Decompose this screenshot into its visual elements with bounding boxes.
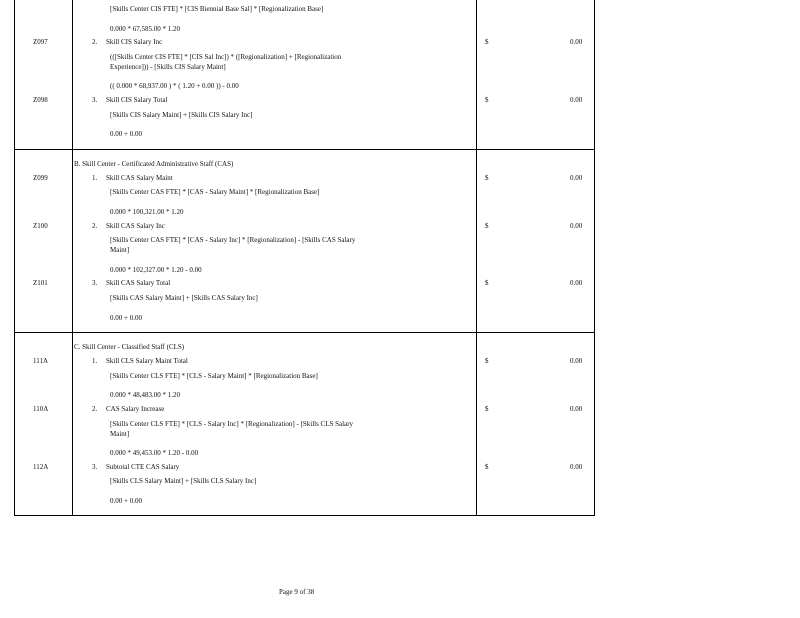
row-number: 3. — [92, 279, 98, 287]
row-number: 2. — [92, 38, 98, 46]
dollar-sign: $ — [485, 405, 489, 413]
values-line: 0.000 * 67,585.00 * 1.20 — [110, 25, 180, 33]
row-amount: 0.00 — [570, 38, 583, 46]
values-line: (( 0.000 * 68,937.00 ) * ( 1.20 + 0.00 )) - 0.00 — [110, 82, 239, 90]
row-code: Z097 — [33, 38, 48, 46]
formula-line: (([Skills Center CIS FTE] * [CIS Sal Inc]) * ([Regionalization] + [Regionalization — [110, 53, 342, 61]
values-line: 0.000 * 48,483.00 * 1.20 — [110, 391, 180, 399]
formula-line: [Skills Center CAS FTE] * [CAS - Salary Inc] * [Regionalization] - [Skills CAS Salary — [110, 236, 356, 244]
row-amount: 0.00 — [570, 279, 583, 287]
table-right-border — [594, 0, 595, 516]
formula-line: [Skills Center CIS FTE] * [CIS Biennial Base Sal] * [Regionalization Base] — [110, 5, 324, 13]
row-amount: 0.00 — [570, 222, 583, 230]
formula-line-cont: Maint] — [110, 246, 130, 254]
row-code: 110A — [33, 405, 49, 413]
row-amount: 0.00 — [570, 174, 583, 182]
dollar-sign: $ — [485, 38, 489, 46]
row-amount: 0.00 — [570, 463, 583, 471]
row-code: Z100 — [33, 222, 48, 230]
column-divider-code — [72, 0, 73, 516]
values-line: 0.000 * 49,453.00 * 1.20 - 0.00 — [110, 449, 199, 457]
row-title: Subtotal CTE CAS Salary — [106, 463, 180, 471]
row-code: Z099 — [33, 174, 48, 182]
formula-line: [Skills CAS Salary Maint] + [Skills CAS Salary Inc] — [110, 294, 258, 302]
row-code: Z101 — [33, 279, 48, 287]
table-left-border — [14, 0, 15, 516]
formula-line: [Skills Center CAS FTE] * [CAS - Salary Maint] * [Regionalization Base] — [110, 188, 320, 196]
formula-line-cont: Maint] — [110, 430, 130, 438]
row-number: 3. — [92, 463, 98, 471]
dollar-sign: $ — [485, 279, 489, 287]
dollar-sign: $ — [485, 357, 489, 365]
dollar-sign: $ — [485, 222, 489, 230]
row-code: 111A — [33, 357, 49, 365]
values-line: 0.00 + 0.00 — [110, 130, 142, 138]
table-bottom-border — [14, 515, 595, 516]
row-title: Skill CAS Salary Total — [106, 279, 171, 287]
row-title: Skill CLS Salary Maint Total — [106, 357, 188, 365]
formula-line: [Skills Center CLS FTE] * [CLS - Salary Maint] * [Regionalization Base] — [110, 372, 318, 380]
values-line: 0.000 * 102,327.00 * 1.20 - 0.00 — [110, 266, 202, 274]
dollar-sign: $ — [485, 96, 489, 104]
dollar-sign: $ — [485, 174, 489, 182]
row-title: Skill CIS Salary Total — [106, 96, 168, 104]
values-line: 0.00 + 0.00 — [110, 497, 142, 505]
row-title: Skill CAS Salary Inc — [106, 222, 165, 230]
dollar-sign: $ — [485, 463, 489, 471]
values-line: 0.000 * 100,321.00 * 1.20 — [110, 208, 184, 216]
formula-line: [Skills CLS Salary Maint] + [Skills CLS Salary Inc] — [110, 477, 257, 485]
row-title: Skill CIS Salary Inc — [106, 38, 163, 46]
row-number: 1. — [92, 174, 98, 182]
row-number: 2. — [92, 222, 98, 230]
row-code: 112A — [33, 463, 49, 471]
row-title: CAS Salary Increase — [106, 405, 165, 413]
row-code: Z098 — [33, 96, 48, 104]
row-amount: 0.00 — [570, 96, 583, 104]
formula-line: [Skills CIS Salary Maint] + [Skills CIS Salary Inc] — [110, 111, 253, 119]
row-number: 1. — [92, 357, 98, 365]
page-number: Page 9 of 38 — [279, 588, 315, 596]
row-amount: 0.00 — [570, 405, 583, 413]
section-heading: B. Skill Center - Certificated Administrative Staff (CAS) — [74, 160, 234, 168]
row-number: 3. — [92, 96, 98, 104]
row-number: 2. — [92, 405, 98, 413]
formula-line-cont: Experience])) - [Skills CIS Salary Maint] — [110, 63, 226, 71]
formula-line: [Skills Center CLS FTE] * [CLS - Salary Inc] * [Regionalization] - [Skills CLS Salary — [110, 420, 354, 428]
section-divider-b — [14, 149, 595, 150]
row-amount: 0.00 — [570, 357, 583, 365]
section-divider-c — [14, 332, 595, 333]
values-line: 0.00 + 0.00 — [110, 314, 142, 322]
row-title: Skill CAS Salary Maint — [106, 174, 173, 182]
section-heading: C. Skill Center - Classified Staff (CLS) — [74, 343, 185, 351]
column-divider-amount — [476, 0, 477, 516]
